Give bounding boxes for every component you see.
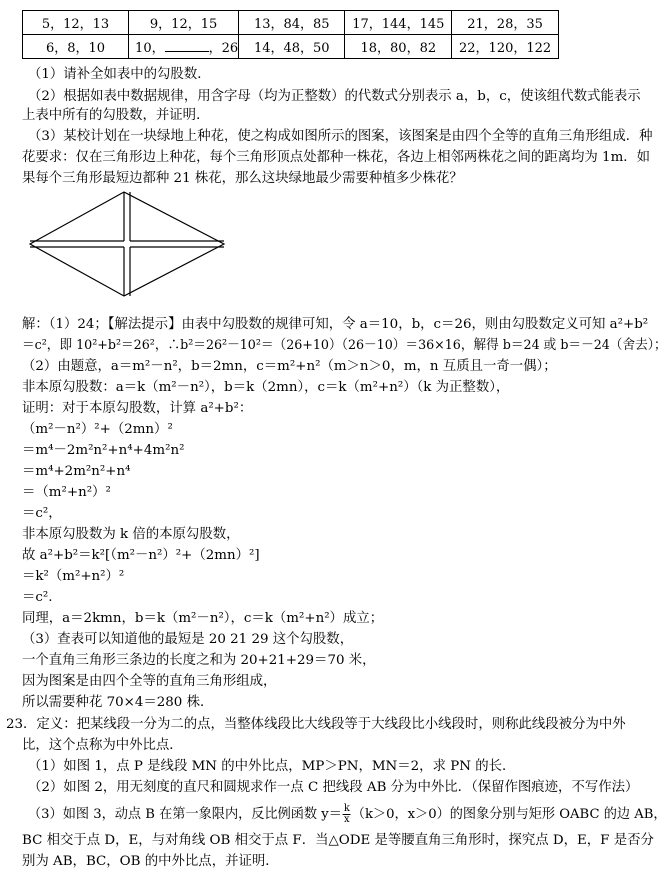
solution-line: ＝m⁴－2m²n²+n⁴+4m²n² bbox=[22, 443, 185, 458]
solution-line: ＝k²（m²+n²）² bbox=[22, 569, 125, 584]
table-cell: 6，8，10 bbox=[23, 35, 129, 59]
solution-line: 故 a²+b²＝k²[（m²－n²）²+（2mn）²] bbox=[22, 548, 260, 563]
solution-line: 同理，a＝2kmn，b＝k（m²－n²），c＝k（m²+n²）成立； bbox=[22, 611, 384, 626]
solution-line: ＝c²，即 10²+b²＝26²，∴b²＝26²－10²＝（26+10）（26－10）＝36×16，解得 b＝24 或 b＝－24（舍去）； bbox=[22, 338, 667, 353]
solution-line: 所以需要种花 70×4＝280 株． bbox=[22, 695, 214, 710]
solution-line: 非本原勾股数为 k 倍的本原勾股数， bbox=[22, 527, 240, 542]
table-cell-with-blank bbox=[129, 35, 239, 59]
line-text: （3）如图 3，动点 B 在第一象限内，反比例函数 y＝ bbox=[28, 807, 342, 822]
table-cell: 18，80，82 bbox=[345, 35, 452, 59]
table-cell: 5，12，13 bbox=[23, 11, 129, 35]
solution-line: ＝（m²+n²）² bbox=[22, 485, 111, 500]
four-triangle-flower-figure bbox=[28, 190, 233, 300]
k-over-x-fraction bbox=[343, 804, 351, 825]
question-part-3-line1: （3）某校计划在一块绿地上种花，使之构成如图所示的图案，该图案是由四个全等的直角三角形组成．种 bbox=[28, 129, 653, 144]
table-cell: 9，12，15 bbox=[129, 11, 239, 35]
question-23-line: 比，这个点称为中外比点． bbox=[22, 738, 183, 753]
solution-line: ＝m⁴+2m²n²+n⁴ bbox=[22, 464, 131, 479]
question-23-line-with-fraction bbox=[28, 802, 667, 828]
fraction-numerator: k bbox=[343, 803, 350, 814]
table-row bbox=[23, 11, 559, 35]
cell-prefix: 10， bbox=[135, 41, 165, 56]
question-23-line: 别为 AB，BC，OB 的中外比点，并证明． bbox=[22, 854, 279, 869]
table-cell: 17，144，145 bbox=[345, 11, 452, 35]
question-23-line: （2）如图 2，用无刻度的直尺和圆规求作一点 C 把线段 AB 分为中外比．（保留作图痕迹，不写作法） bbox=[28, 780, 639, 795]
answer-blank bbox=[165, 39, 209, 52]
solution-line: 非本原勾股数：a＝k（m²－n²），b＝k（2mn），c＝k（m²+n²）（k 为正整数）， bbox=[22, 380, 510, 395]
question-23-line: （1）如图 1，点 P 是线段 MN 的中外比点，MP＞PN，MN＝2，求 PN 的长． bbox=[28, 759, 516, 774]
question-part-2-line2: 上表中所有的勾股数，并证明． bbox=[22, 108, 210, 123]
question-part-3-line2: 花要求：仅在三角形边上种花，每个三角形顶点处都种一株花，各边上相邻两株花之间的距离均为 1m．如 bbox=[22, 150, 651, 165]
question-part-3-line3: 果每个三角形最短边都种 21 株花，那么这块绿地最少需要种植多少株花？ bbox=[22, 171, 463, 186]
table-cell: 14，48，50 bbox=[239, 35, 345, 59]
question-23-line: BC 相交于点 D，E，与对角线 OB 相交于点 F．当△ODE 是等腰直角三角形时，探究点 D，E，F 是否分 bbox=[22, 833, 654, 848]
solution-line: （m²－n²）²+（2mn）² bbox=[22, 422, 173, 437]
question-part-2-line1: （2）根据如表中数据规律，用含字母（均为正整数）的代数式分别表示 a，b，c，使该组代数式能表示 bbox=[28, 89, 641, 104]
pythagorean-triple-table bbox=[22, 10, 559, 59]
solution-line: ＝c²， bbox=[22, 506, 62, 521]
solution-line: 一个直角三角形三条边的长度之和为 20+21+29＝70 米， bbox=[22, 653, 376, 668]
line-text: （k＞0，x＞0）的图象分别与矩形 OABC 的边 AB， bbox=[351, 807, 667, 822]
cell-suffix: ，26 bbox=[208, 41, 239, 56]
solution-line: 因为图案是由四个全等的直角三角形组成， bbox=[22, 674, 277, 689]
table-cell: 13，84，85 bbox=[239, 11, 345, 35]
question-23-line: 23．定义：把某线段一分为二的点，当整体线段比大线段等于大线段比小线段时，则称此线段被分为中外 bbox=[6, 717, 626, 732]
solution-line: （3）查表可以知道他的最短是 20 21 29 这个勾股数， bbox=[22, 632, 354, 647]
figure-lines bbox=[30, 192, 224, 296]
question-part-1: （1）请补全如表中的勾股数． bbox=[28, 67, 211, 82]
table-cell: 21，28，35 bbox=[452, 11, 559, 35]
solution-line: ＝c². bbox=[22, 590, 53, 605]
table-row bbox=[23, 35, 559, 59]
solution-line: 证明：对于本原勾股数，计算 a²+b²： bbox=[22, 401, 253, 416]
solution-line: （2）由题意，a＝m²－n²，b＝2mn，c＝m²+n²（m＞n＞0，m，n 互质且一奇一偶）； bbox=[22, 359, 557, 374]
table-cell: 22，120，122 bbox=[452, 35, 559, 59]
fraction-denominator: x bbox=[344, 814, 350, 825]
solution-line: 解：（1）24；【解法提示】由表中勾股数的规律可知，令 a＝10，b，c＝26，则由勾股数定义可知 a²+b² bbox=[22, 317, 649, 332]
outer-rhombus bbox=[30, 192, 224, 296]
